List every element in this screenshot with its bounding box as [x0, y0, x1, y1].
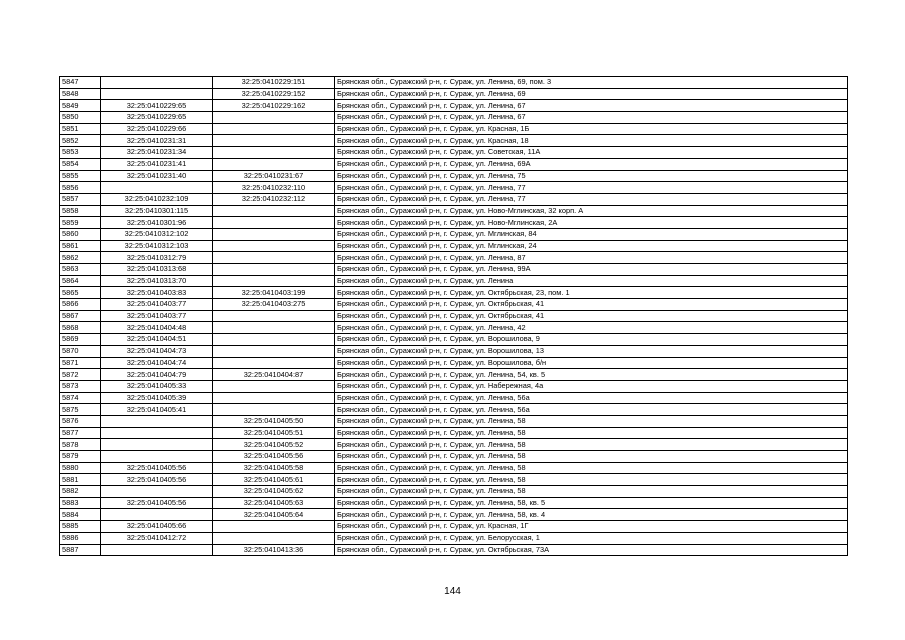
- object-cadastral-number-cell: [213, 521, 335, 533]
- address-cell: Брянская обл., Суражский р-н, г. Сураж, ул. Ворошилова, 9: [335, 334, 848, 346]
- address-cell: Брянская обл., Суражский р-н, г. Сураж, ул. Октябрьская, 23, пом. 1: [335, 287, 848, 299]
- table-row: [60, 240, 848, 252]
- object-cadastral-number-cell: 32:25:0410405:51: [213, 427, 335, 439]
- row-number-cell: 5854: [60, 158, 101, 170]
- table-row: [60, 170, 848, 182]
- row-number-cell: 5864: [60, 275, 101, 287]
- registry-table-body: [60, 77, 848, 556]
- row-number-cell: 5882: [60, 486, 101, 498]
- address-cell: Брянская обл., Суражский р-н, г. Сураж, ул. Ленина, 69А: [335, 158, 848, 170]
- table-row: [60, 497, 848, 509]
- object-cadastral-number-cell: [213, 252, 335, 264]
- land-cadastral-number-cell: 32:25:0410404:79: [101, 369, 213, 381]
- address-cell: Брянская обл., Суражский р-н, г. Сураж, ул. Ленина, 58, кв. 4: [335, 509, 848, 521]
- object-cadastral-number-cell: 32:25:0410405:56: [213, 451, 335, 463]
- land-cadastral-number-cell: 32:25:0410405:56: [101, 462, 213, 474]
- row-number-cell: 5883: [60, 497, 101, 509]
- table-row: [60, 532, 848, 544]
- address-cell: Брянская обл., Суражский р-н, г. Сураж, ул. Ленина, 56а: [335, 404, 848, 416]
- table-row: [60, 474, 848, 486]
- row-number-cell: 5862: [60, 252, 101, 264]
- address-cell: Брянская обл., Суражский р-н, г. Сураж, ул. Ворошилова, 13: [335, 345, 848, 357]
- land-cadastral-number-cell: 32:25:0410231:41: [101, 158, 213, 170]
- address-cell: Брянская обл., Суражский р-н, г. Сураж, ул. Ленина, 77: [335, 182, 848, 194]
- table-row: [60, 427, 848, 439]
- table-row: [60, 264, 848, 276]
- land-cadastral-number-cell: [101, 182, 213, 194]
- table-row: [60, 380, 848, 392]
- table-row: [60, 357, 848, 369]
- row-number-cell: 5851: [60, 123, 101, 135]
- row-number-cell: 5880: [60, 462, 101, 474]
- table-row: [60, 88, 848, 100]
- object-cadastral-number-cell: [213, 228, 335, 240]
- table-row: [60, 193, 848, 205]
- address-cell: Брянская обл., Суражский р-н, г. Сураж, ул. Белорусская, 1: [335, 532, 848, 544]
- address-cell: Брянская обл., Суражский р-н, г. Сураж, ул. Ленина, 58: [335, 486, 848, 498]
- address-cell: Брянская обл., Суражский р-н, г. Сураж, ул. Советская, 11А: [335, 147, 848, 159]
- land-cadastral-number-cell: 32:25:0410313:70: [101, 275, 213, 287]
- land-cadastral-number-cell: 32:25:0410231:40: [101, 170, 213, 182]
- object-cadastral-number-cell: [213, 392, 335, 404]
- table-row: [60, 451, 848, 463]
- object-cadastral-number-cell: 32:25:0410229:152: [213, 88, 335, 100]
- page-number: 144: [444, 586, 461, 597]
- land-cadastral-number-cell: [101, 451, 213, 463]
- object-cadastral-number-cell: [213, 112, 335, 124]
- address-cell: Брянская обл., Суражский р-н, г. Сураж, ул. Ленина, 58: [335, 451, 848, 463]
- object-cadastral-number-cell: [213, 310, 335, 322]
- land-cadastral-number-cell: [101, 509, 213, 521]
- address-cell: Брянская обл., Суражский р-н, г. Сураж, ул. Ленина, 75: [335, 170, 848, 182]
- address-cell: Брянская обл., Суражский р-н, г. Сураж, ул. Октябрьская, 41: [335, 310, 848, 322]
- object-cadastral-number-cell: [213, 205, 335, 217]
- row-number-cell: 5861: [60, 240, 101, 252]
- row-number-cell: 5860: [60, 228, 101, 240]
- object-cadastral-number-cell: 32:25:0410405:61: [213, 474, 335, 486]
- row-number-cell: 5884: [60, 509, 101, 521]
- table-row: [60, 439, 848, 451]
- object-cadastral-number-cell: 32:25:0410405:62: [213, 486, 335, 498]
- land-cadastral-number-cell: 32:25:0410229:65: [101, 100, 213, 112]
- land-cadastral-number-cell: 32:25:0410231:34: [101, 147, 213, 159]
- address-cell: Брянская обл., Суражский р-н, г. Сураж, ул. Ленина, 56а: [335, 392, 848, 404]
- address-cell: Брянская обл., Суражский р-н, г. Сураж, ул. Красная, 1Б: [335, 123, 848, 135]
- land-cadastral-number-cell: 32:25:0410405:66: [101, 521, 213, 533]
- land-cadastral-number-cell: 32:25:0410405:41: [101, 404, 213, 416]
- address-cell: Брянская обл., Суражский р-н, г. Сураж, ул. Ленина, 58: [335, 474, 848, 486]
- address-cell: Брянская обл., Суражский р-н, г. Сураж, ул. Ленина: [335, 275, 848, 287]
- row-number-cell: 5872: [60, 369, 101, 381]
- land-cadastral-number-cell: 32:25:0410313:68: [101, 264, 213, 276]
- land-cadastral-number-cell: [101, 88, 213, 100]
- table-row: [60, 287, 848, 299]
- address-cell: Брянская обл., Суражский р-н, г. Сураж, ул. Ленина, 54, кв. 5: [335, 369, 848, 381]
- table-row: [60, 392, 848, 404]
- row-number-cell: 5870: [60, 345, 101, 357]
- address-cell: Брянская обл., Суражский р-н, г. Сураж, ул. Ленина, 69, пом. 3: [335, 77, 848, 89]
- address-cell: Брянская обл., Суражский р-н, г. Сураж, ул. Ново-Мглинская, 32 корп. А: [335, 205, 848, 217]
- address-cell: Брянская обл., Суражский р-н, г. Сураж, ул. Ленина, 87: [335, 252, 848, 264]
- table-row: [60, 112, 848, 124]
- land-cadastral-number-cell: 32:25:0410312:79: [101, 252, 213, 264]
- object-cadastral-number-cell: [213, 240, 335, 252]
- object-cadastral-number-cell: 32:25:0410232:112: [213, 193, 335, 205]
- table-row: [60, 345, 848, 357]
- table-row: [60, 415, 848, 427]
- row-number-cell: 5877: [60, 427, 101, 439]
- land-cadastral-number-cell: [101, 544, 213, 556]
- land-cadastral-number-cell: 32:25:0410404:73: [101, 345, 213, 357]
- row-number-cell: 5852: [60, 135, 101, 147]
- table-row: [60, 135, 848, 147]
- address-cell: Брянская обл., Суражский р-н, г. Сураж, ул. Мглинская, 84: [335, 228, 848, 240]
- land-cadastral-number-cell: 32:25:0410229:66: [101, 123, 213, 135]
- address-cell: Брянская обл., Суражский р-н, г. Сураж, ул. Набережная, 4а: [335, 380, 848, 392]
- table-row: [60, 100, 848, 112]
- object-cadastral-number-cell: 32:25:0410231:67: [213, 170, 335, 182]
- object-cadastral-number-cell: 32:25:0410404:87: [213, 369, 335, 381]
- land-cadastral-number-cell: 32:25:0410405:39: [101, 392, 213, 404]
- address-cell: Брянская обл., Суражский р-н, г. Сураж, ул. Ленина, 58, кв. 5: [335, 497, 848, 509]
- address-cell: Брянская обл., Суражский р-н, г. Сураж, ул. Ленина, 69: [335, 88, 848, 100]
- land-cadastral-number-cell: 32:25:0410404:74: [101, 357, 213, 369]
- table-row: [60, 217, 848, 229]
- address-cell: Брянская обл., Суражский р-н, г. Сураж, ул. Ленина, 42: [335, 322, 848, 334]
- address-cell: Брянская обл., Суражский р-н, г. Сураж, ул. Ленина, 67: [335, 112, 848, 124]
- land-cadastral-number-cell: 32:25:0410301:96: [101, 217, 213, 229]
- address-cell: Брянская обл., Суражский р-н, г. Сураж, ул. Ленина, 58: [335, 427, 848, 439]
- address-cell: Брянская обл., Суражский р-н, г. Сураж, ул. Ленина, 77: [335, 193, 848, 205]
- table-row: [60, 147, 848, 159]
- row-number-cell: 5885: [60, 521, 101, 533]
- object-cadastral-number-cell: 32:25:0410403:199: [213, 287, 335, 299]
- object-cadastral-number-cell: [213, 532, 335, 544]
- address-cell: Брянская обл., Суражский р-н, г. Сураж, ул. Мглинская, 24: [335, 240, 848, 252]
- row-number-cell: 5859: [60, 217, 101, 229]
- row-number-cell: 5857: [60, 193, 101, 205]
- object-cadastral-number-cell: [213, 275, 335, 287]
- row-number-cell: 5866: [60, 299, 101, 311]
- land-cadastral-number-cell: 32:25:0410404:48: [101, 322, 213, 334]
- table-row: [60, 158, 848, 170]
- table-row: [60, 123, 848, 135]
- land-cadastral-number-cell: 32:25:0410403:83: [101, 287, 213, 299]
- row-number-cell: 5848: [60, 88, 101, 100]
- address-cell: Брянская обл., Суражский р-н, г. Сураж, ул. Ленина, 67: [335, 100, 848, 112]
- row-number-cell: 5853: [60, 147, 101, 159]
- address-cell: Брянская обл., Суражский р-н, г. Сураж, ул. Ленина, 58: [335, 462, 848, 474]
- land-cadastral-number-cell: [101, 415, 213, 427]
- row-number-cell: 5873: [60, 380, 101, 392]
- land-cadastral-number-cell: 32:25:0410403:77: [101, 310, 213, 322]
- row-number-cell: 5858: [60, 205, 101, 217]
- row-number-cell: 5847: [60, 77, 101, 89]
- object-cadastral-number-cell: 32:25:0410403:275: [213, 299, 335, 311]
- table-row: [60, 322, 848, 334]
- table-row: [60, 509, 848, 521]
- row-number-cell: 5849: [60, 100, 101, 112]
- row-number-cell: 5874: [60, 392, 101, 404]
- row-number-cell: 5871: [60, 357, 101, 369]
- object-cadastral-number-cell: 32:25:0410229:151: [213, 77, 335, 89]
- table-row: [60, 228, 848, 240]
- row-number-cell: 5869: [60, 334, 101, 346]
- object-cadastral-number-cell: 32:25:0410405:63: [213, 497, 335, 509]
- address-cell: Брянская обл., Суражский р-н, г. Сураж, ул. Ворошилова, б/н: [335, 357, 848, 369]
- table-row: [60, 404, 848, 416]
- land-cadastral-number-cell: 32:25:0410405:56: [101, 474, 213, 486]
- land-cadastral-number-cell: 32:25:0410312:102: [101, 228, 213, 240]
- object-cadastral-number-cell: [213, 345, 335, 357]
- land-cadastral-number-cell: 32:25:0410412:72: [101, 532, 213, 544]
- object-cadastral-number-cell: [213, 334, 335, 346]
- address-cell: Брянская обл., Суражский р-н, г. Сураж, ул. Ленина, 58: [335, 439, 848, 451]
- table-row: [60, 369, 848, 381]
- object-cadastral-number-cell: [213, 264, 335, 276]
- land-cadastral-number-cell: 32:25:0410405:33: [101, 380, 213, 392]
- object-cadastral-number-cell: 32:25:0410229:162: [213, 100, 335, 112]
- land-cadastral-number-cell: [101, 77, 213, 89]
- row-number-cell: 5863: [60, 264, 101, 276]
- table-row: [60, 334, 848, 346]
- land-cadastral-number-cell: 32:25:0410229:65: [101, 112, 213, 124]
- address-cell: Брянская обл., Суражский р-н, г. Сураж, ул. Октябрьская, 73А: [335, 544, 848, 556]
- object-cadastral-number-cell: [213, 380, 335, 392]
- row-number-cell: 5865: [60, 287, 101, 299]
- table-row: [60, 205, 848, 217]
- land-cadastral-number-cell: 32:25:0410301:115: [101, 205, 213, 217]
- land-cadastral-number-cell: 32:25:0410404:51: [101, 334, 213, 346]
- object-cadastral-number-cell: [213, 217, 335, 229]
- object-cadastral-number-cell: 32:25:0410405:64: [213, 509, 335, 521]
- object-cadastral-number-cell: 32:25:0410405:52: [213, 439, 335, 451]
- row-number-cell: 5887: [60, 544, 101, 556]
- address-cell: Брянская обл., Суражский р-н, г. Сураж, ул. Красная, 1Г: [335, 521, 848, 533]
- table-row: [60, 462, 848, 474]
- table-row: [60, 77, 848, 89]
- table-row: [60, 486, 848, 498]
- row-number-cell: 5875: [60, 404, 101, 416]
- table-row: [60, 310, 848, 322]
- land-cadastral-number-cell: 32:25:0410405:56: [101, 497, 213, 509]
- row-number-cell: 5878: [60, 439, 101, 451]
- row-number-cell: 5881: [60, 474, 101, 486]
- land-cadastral-number-cell: [101, 427, 213, 439]
- row-number-cell: 5879: [60, 451, 101, 463]
- object-cadastral-number-cell: 32:25:0410405:50: [213, 415, 335, 427]
- row-number-cell: 5856: [60, 182, 101, 194]
- address-cell: Брянская обл., Суражский р-н, г. Сураж, ул. Красная, 18: [335, 135, 848, 147]
- object-cadastral-number-cell: [213, 322, 335, 334]
- object-cadastral-number-cell: [213, 147, 335, 159]
- row-number-cell: 5868: [60, 322, 101, 334]
- row-number-cell: 5867: [60, 310, 101, 322]
- object-cadastral-number-cell: [213, 135, 335, 147]
- land-cadastral-number-cell: 32:25:0410312:103: [101, 240, 213, 252]
- registry-table: [59, 76, 848, 556]
- object-cadastral-number-cell: 32:25:0410413:36: [213, 544, 335, 556]
- object-cadastral-number-cell: [213, 357, 335, 369]
- address-cell: Брянская обл., Суражский р-н, г. Сураж, ул. Ленина, 99А: [335, 264, 848, 276]
- address-cell: Брянская обл., Суражский р-н, г. Сураж, ул. Ново-Мглинская, 2А: [335, 217, 848, 229]
- object-cadastral-number-cell: [213, 123, 335, 135]
- object-cadastral-number-cell: 32:25:0410232:110: [213, 182, 335, 194]
- row-number-cell: 5886: [60, 532, 101, 544]
- table-row: [60, 182, 848, 194]
- table-row: [60, 521, 848, 533]
- row-number-cell: 5855: [60, 170, 101, 182]
- land-cadastral-number-cell: [101, 439, 213, 451]
- table-row: [60, 275, 848, 287]
- row-number-cell: 5876: [60, 415, 101, 427]
- address-cell: Брянская обл., Суражский р-н, г. Сураж, ул. Октябрьская, 41: [335, 299, 848, 311]
- object-cadastral-number-cell: [213, 404, 335, 416]
- object-cadastral-number-cell: [213, 158, 335, 170]
- land-cadastral-number-cell: 32:25:0410232:109: [101, 193, 213, 205]
- land-cadastral-number-cell: [101, 486, 213, 498]
- table-row: [60, 544, 848, 556]
- table-row: [60, 252, 848, 264]
- row-number-cell: 5850: [60, 112, 101, 124]
- object-cadastral-number-cell: 32:25:0410405:58: [213, 462, 335, 474]
- address-cell: Брянская обл., Суражский р-н, г. Сураж, ул. Ленина, 58: [335, 415, 848, 427]
- table-row: [60, 299, 848, 311]
- land-cadastral-number-cell: 32:25:0410403:77: [101, 299, 213, 311]
- land-cadastral-number-cell: 32:25:0410231:31: [101, 135, 213, 147]
